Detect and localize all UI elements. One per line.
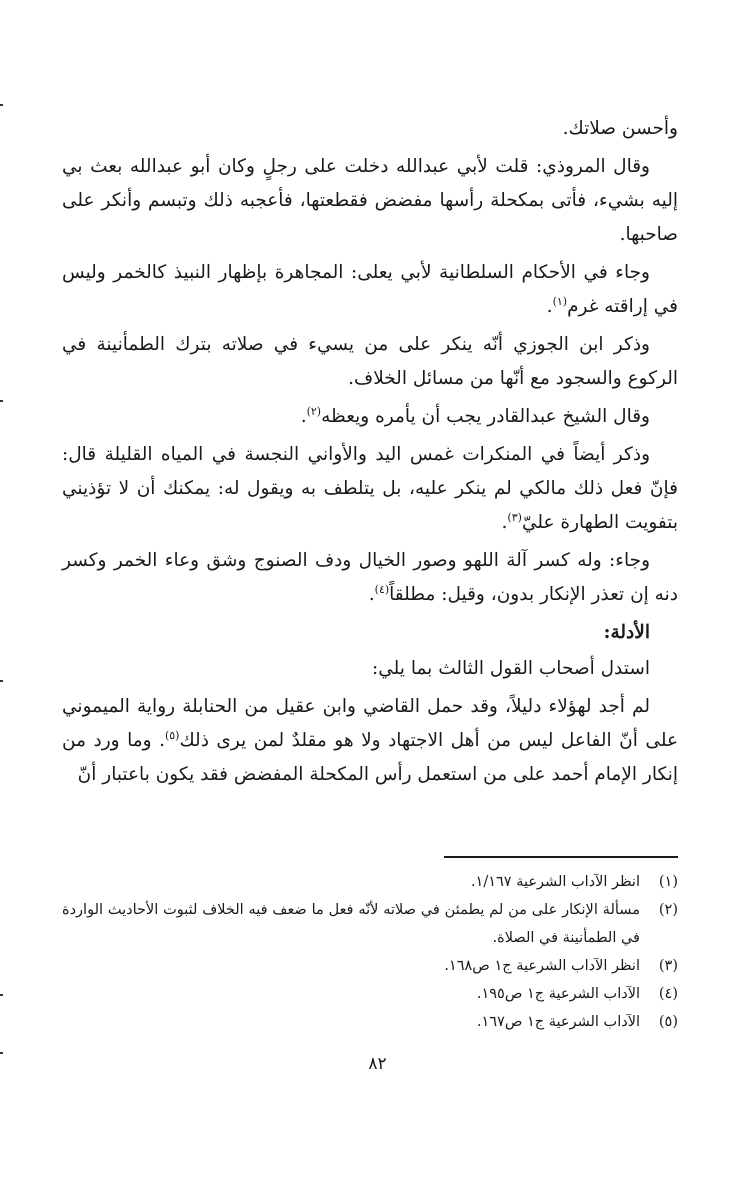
scan-edge-mark bbox=[0, 1052, 3, 1054]
paragraph-kasr-ala: وجاء: وله كسر آلة اللهو وصور الخيال ودف الصنوج وشق وعاء الخمر وكسر دنه إن تعذر الإنكار بدون، وقيل: مطلقاً$^{(٤)}$. bbox=[62, 550, 678, 605]
scan-edge-mark bbox=[0, 680, 3, 682]
footnote-ref-3: (٣) bbox=[507, 510, 522, 524]
footnote-number: (٤) bbox=[658, 986, 678, 1002]
footnote-number: (٥) bbox=[658, 1014, 678, 1030]
footnote-2 bbox=[62, 896, 678, 952]
footnote-5 bbox=[62, 1008, 678, 1036]
footnote-ref-1: (١) bbox=[552, 294, 568, 308]
scan-edge-mark bbox=[0, 400, 3, 402]
scan-edge-mark bbox=[0, 994, 3, 996]
footnote-1 bbox=[62, 868, 678, 896]
page-number: ٨٢ bbox=[368, 1054, 387, 1074]
footnote-text: الآداب الشرعية ج١ ص١٦٧. bbox=[476, 1014, 640, 1030]
paragraph-marwazi: وقال المروذي: قلت لأبي عبدالله دخلت على رجلٍ وكان أبو عبدالله بعث بي إليه بشيء، فأتى بمكحلة رأسها مفضض فقطعتها، فأعجبه ذلك وتبسم وأنكر على صاحبها. bbox=[62, 156, 678, 245]
paragraph-istidlal: استدل أصحاب القول الثالث بما يلي: bbox=[372, 658, 650, 679]
section-heading: الأدلة: bbox=[603, 622, 650, 643]
footnote-text: الآداب الشرعية ج١ ص١٩٥. bbox=[476, 986, 640, 1002]
paragraph-abdulqadir: وقال الشيخ عبدالقادر يجب أن يأمره ويعظه$^{(٢)}$. bbox=[300, 404, 650, 427]
footnote-text: انظر الآداب الشرعية ج١ ص١٦٨. bbox=[444, 958, 640, 974]
footnote-ref-5: (٥) bbox=[164, 728, 180, 742]
footnote-text: انظر الآداب الشرعية ١/١٦٧. bbox=[470, 874, 640, 890]
footnote-number: (١) bbox=[658, 874, 678, 890]
footnote-divider bbox=[444, 856, 678, 858]
scan-edge-mark bbox=[0, 104, 3, 106]
footnote-ref-2: (٢) bbox=[306, 404, 322, 418]
footnote-number: (٢) bbox=[658, 902, 678, 918]
paragraph-lam-ajid: لم أجد لهؤلاء دليلاً، وقد حمل القاضي وابن عقيل من الحنابلة رواية الميموني على أنّ الفاعل ليس من أهل الاجتهاد ولا هو مقلدٌ لمن يرى ذلك$^{(٥)}$. وما ورد من إنكار الإمام أحمد على من استعمل رأس المكحلة المفضض فقد يكون باعتبار أنّ bbox=[62, 696, 678, 785]
footnotes bbox=[62, 868, 678, 1036]
footnote-4 bbox=[62, 980, 678, 1008]
main-text bbox=[62, 112, 678, 796]
footnote-3 bbox=[62, 952, 678, 980]
footnote-ref-4: (٤) bbox=[374, 582, 390, 596]
paragraph-continuation: وأحسن صلاتك. bbox=[562, 118, 678, 139]
footnote-number: (٣) bbox=[658, 958, 678, 974]
paragraph-ahkam-sultaniya: وجاء في الأحكام السلطانية لأبي يعلى: المجاهرة بإظهار النبيذ كالخمر وليس في إراقته غرم$^{(١)}$. bbox=[62, 262, 678, 317]
paragraph-munkarat: وذكر أيضاً في المنكرات غمس اليد والأواني النجسة في المياه القليلة قال: فإنّ فعل ذلك مالكي لم ينكر عليه، بل يتلطف به ويقول له: يمكنك أن لا تؤذيني بتفويت الطهارة عليّ$^{(٣)}$. bbox=[62, 444, 678, 533]
footnote-text: مسألة الإنكار على من لم يطمئن في صلاته لأنّه فعل ما ضعف فيه الخلاف لثبوت الأحاديث الواردة في الطمأنينة في الصلاة. bbox=[62, 902, 640, 946]
paragraph-ibn-jawzi: وذكر ابن الجوزي أنّه ينكر على من يسيء في صلاته بترك الطمأنينة في الركوع والسجود مع أنّها من مسائل الخلاف. bbox=[62, 334, 678, 389]
